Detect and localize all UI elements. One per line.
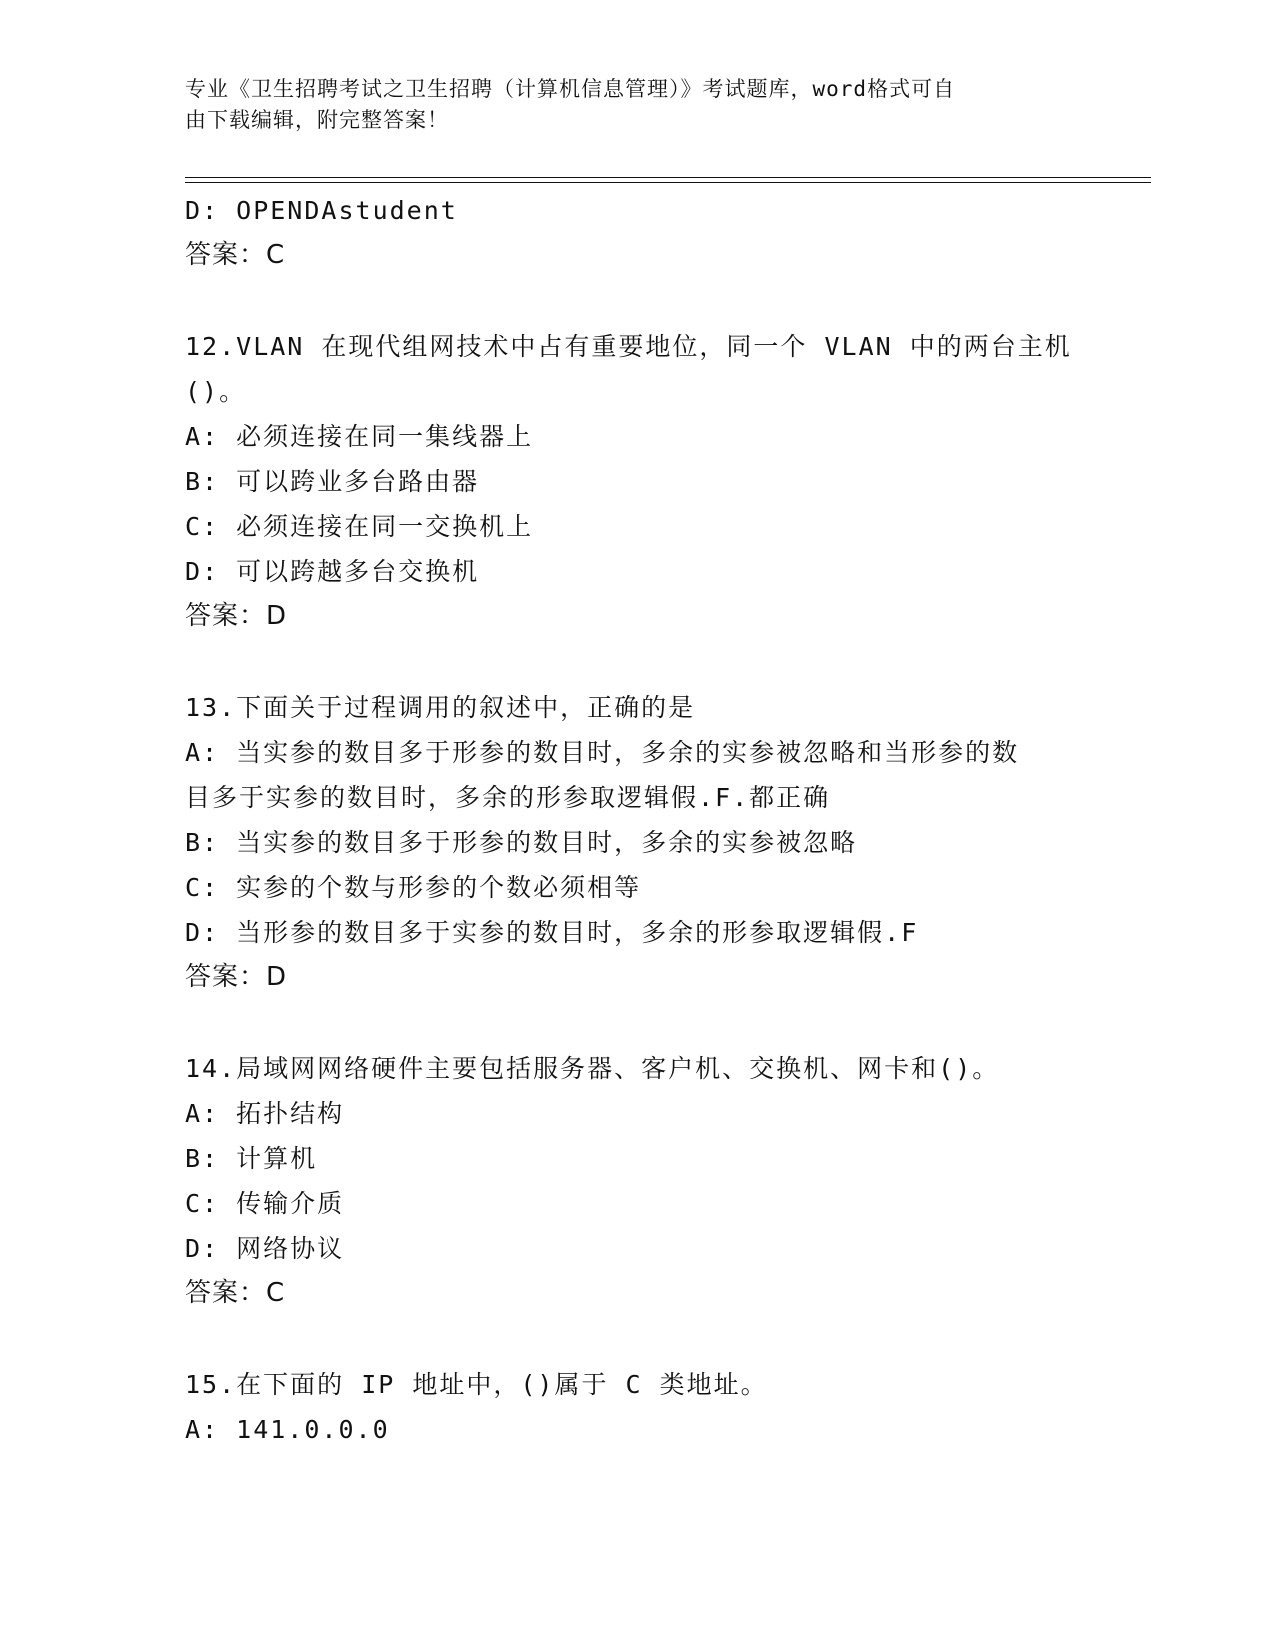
- question-15: [185, 1362, 1085, 1452]
- document-body: [185, 188, 1085, 1452]
- question-12: [185, 324, 1085, 639]
- question-14: [185, 1046, 1085, 1316]
- option-a: A: 当实参的数目多于形参的数目时，多余的实参被忽略和当形参的数: [185, 738, 1020, 767]
- option-b: B: 当实参的数目多于形参的数目时，多余的实参被忽略: [185, 828, 858, 857]
- answer-line: 答案：D: [185, 962, 288, 992]
- answer-line: 答案：C: [185, 1278, 286, 1308]
- option-a-continued: 目多于实参的数目时，多余的形参取逻辑假.F.都正确: [185, 783, 831, 812]
- header-divider-bottom: [185, 182, 1151, 183]
- header-divider-top: [185, 177, 1151, 178]
- question-stem-line: 12.VLAN 在现代组网技术中占有重要地位，同一个 VLAN 中的两台主机: [185, 332, 1072, 361]
- document-header: [185, 74, 1085, 136]
- option-a: A: 必须连接在同一集线器上: [185, 422, 534, 451]
- option-d: D: OPENDAstudent: [185, 196, 458, 225]
- option-c: C: 实参的个数与形参的个数必须相等: [185, 873, 642, 902]
- question-13: [185, 685, 1085, 1000]
- option-a: A: 拓扑结构: [185, 1099, 345, 1128]
- answer-line: 答案：C: [185, 240, 286, 270]
- option-d: D: 可以跨越多台交换机: [185, 557, 480, 586]
- header-line-1: 专业《卫生招聘考试之卫生招聘（计算机信息管理）》考试题库，word格式可自: [185, 77, 956, 101]
- spacer: [185, 639, 1085, 685]
- question-stem-line: 14.局域网网络硬件主要包括服务器、客户机、交换机、网卡和()。: [185, 1054, 1000, 1083]
- option-b: B: 计算机: [185, 1144, 318, 1173]
- option-d: D: 网络协议: [185, 1234, 345, 1263]
- question-stem-line: 13.下面关于过程调用的叙述中，正确的是: [185, 693, 696, 722]
- option-d: D: 当形参的数目多于实参的数目时，多余的形参取逻辑假.F: [185, 918, 919, 947]
- option-c: C: 传输介质: [185, 1189, 345, 1218]
- question-stem-line: ()。: [185, 377, 247, 406]
- spacer: [185, 278, 1085, 324]
- answer-line: 答案：D: [185, 601, 288, 631]
- option-a: A: 141.0.0.0: [185, 1415, 390, 1444]
- previous-question-fragment: [185, 188, 1085, 278]
- spacer: [185, 1000, 1085, 1046]
- option-b: B: 可以跨业多台路由器: [185, 467, 480, 496]
- spacer: [185, 1316, 1085, 1362]
- question-stem-line: 15.在下面的 IP 地址中，()属于 C 类地址。: [185, 1370, 768, 1399]
- option-c: C: 必须连接在同一交换机上: [185, 512, 534, 541]
- header-line-2: 由下载编辑，附完整答案！: [185, 108, 449, 132]
